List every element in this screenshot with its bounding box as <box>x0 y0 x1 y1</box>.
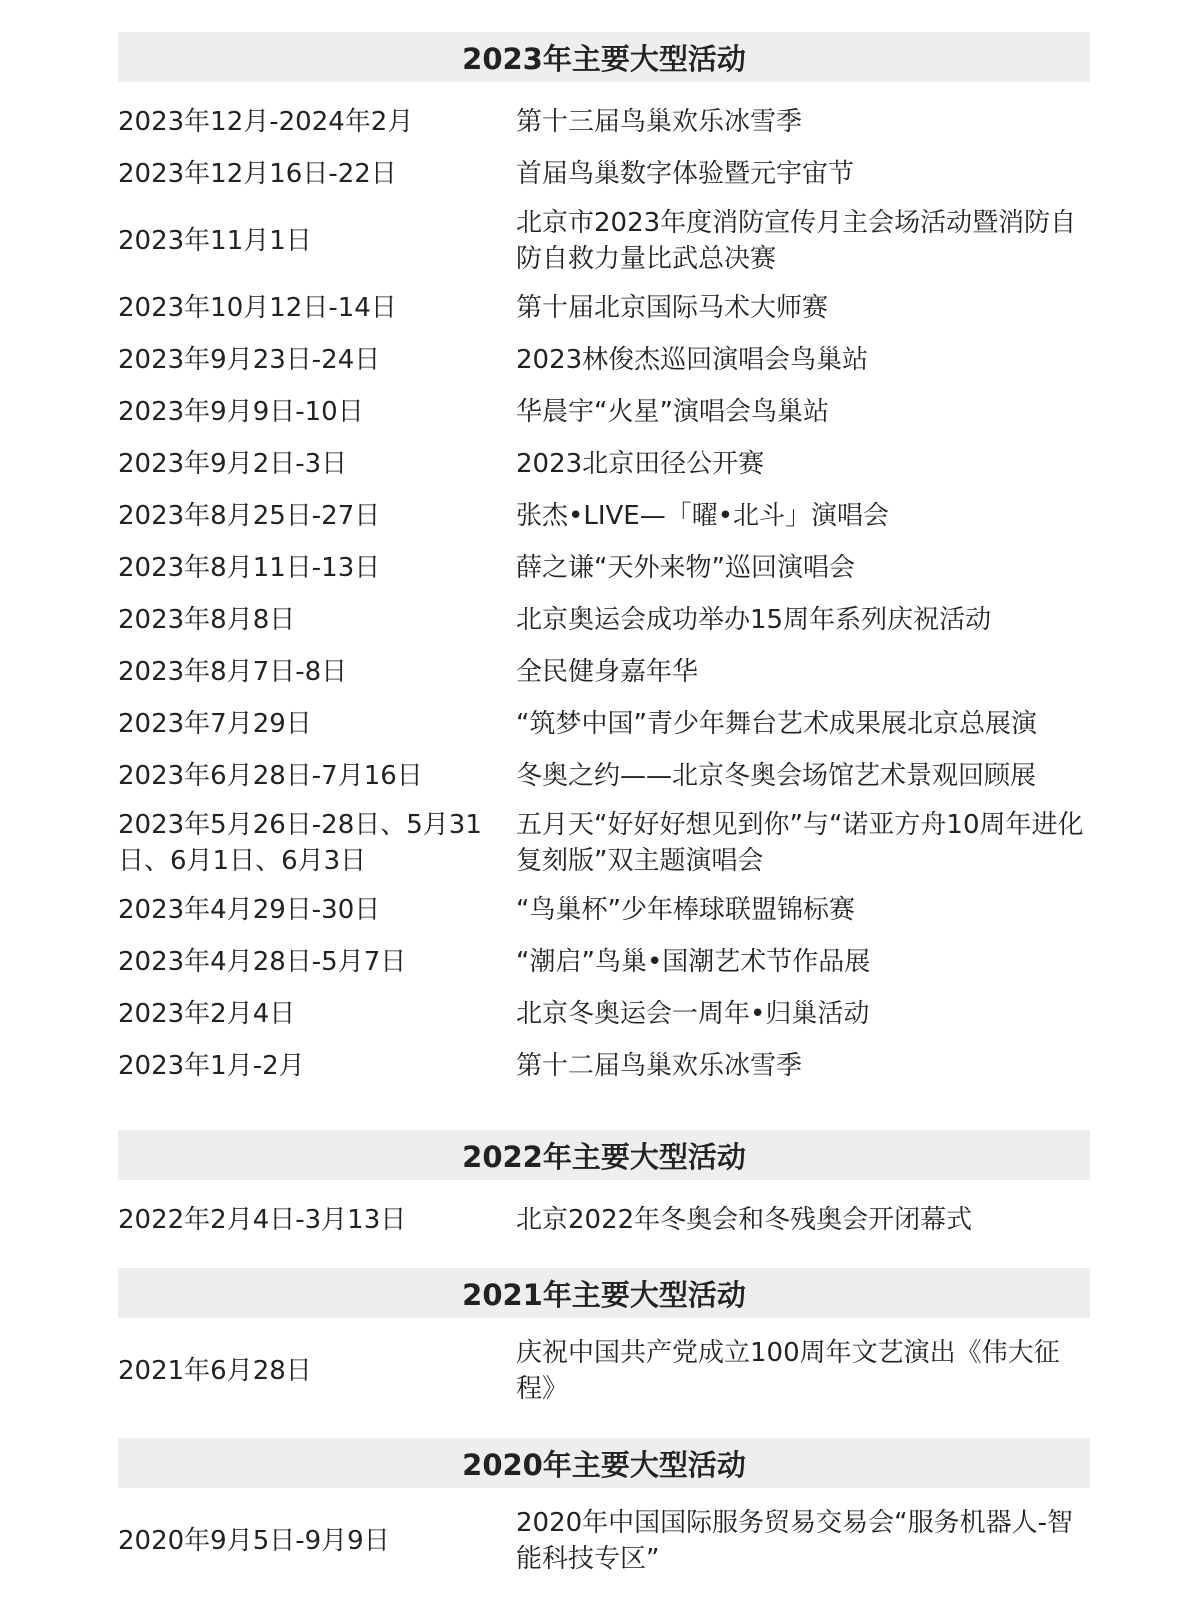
event-name: 第十二届鸟巢欢乐冰雪季 <box>516 1051 803 1081</box>
event-name: 五月天“好好好想见到你”与“诺亚方舟10周年进化复刻版”双主题演唱会 <box>516 810 1084 876</box>
table-row <box>118 698 1090 750</box>
event-date: 2023年6月28日-7月16日 <box>118 761 423 791</box>
event-date: 2023年8月25日-27日 <box>118 501 381 531</box>
section-header: 2020年主要大型活动 <box>118 1438 1090 1488</box>
section-2022 <box>118 1130 1090 1246</box>
event-date: 2023年4月29日-30日 <box>118 895 381 925</box>
section-header: 2021年主要大型活动 <box>118 1268 1090 1318</box>
event-name: “鸟巢杯”少年棒球联盟锦标赛 <box>516 895 855 925</box>
event-name: 冬奥之约——北京冬奥会场馆艺术景观回顾展 <box>516 761 1037 791</box>
table-row <box>118 936 1090 988</box>
event-name: 北京冬奥运会一周年•归巢活动 <box>516 999 870 1029</box>
event-name: 全民健身嘉年华 <box>516 657 699 687</box>
event-name: 北京市2023年度消防宣传月主会场活动暨消防自防自救力量比武总决赛 <box>516 208 1077 274</box>
event-name: 薛之谦“天外来物”巡回演唱会 <box>516 553 855 583</box>
event-name: 北京奥运会成功举办15周年系列庆祝活动 <box>516 605 992 635</box>
event-name: 第十三届鸟巢欢乐冰雪季 <box>516 107 803 137</box>
event-name: 第十届北京国际马术大师赛 <box>516 293 829 323</box>
event-date: 2023年12月16日-22日 <box>118 159 397 189</box>
event-name: 庆祝中国共产党成立100周年文艺演出《伟大征程》 <box>516 1338 1060 1404</box>
section-2021 <box>118 1268 1090 1414</box>
table-row <box>118 594 1090 646</box>
section-header: 2022年主要大型活动 <box>118 1130 1090 1180</box>
table-row <box>118 802 1090 884</box>
table-row <box>118 884 1090 936</box>
table-row <box>118 148 1090 200</box>
section-header: 2023年主要大型活动 <box>118 32 1090 82</box>
event-date: 2023年4月28日-5月7日 <box>118 947 407 977</box>
event-name: 华晨宇“火星”演唱会鸟巢站 <box>516 397 829 427</box>
table-row <box>118 200 1090 282</box>
table-row <box>118 96 1090 148</box>
event-date: 2023年1月-2月 <box>118 1051 305 1081</box>
event-name: “潮启”鸟巢•国潮艺术节作品展 <box>516 947 871 977</box>
table-row <box>118 1040 1090 1092</box>
table-row <box>118 988 1090 1040</box>
event-date: 2023年12月-2024年2月 <box>118 107 414 137</box>
table-row <box>118 750 1090 802</box>
event-name: 2023北京田径公开赛 <box>516 449 765 479</box>
table-row <box>118 1194 1090 1246</box>
table-row <box>118 1498 1090 1584</box>
event-date: 2023年10月12日-14日 <box>118 293 397 323</box>
event-date: 2020年9月5日-9月9日 <box>118 1526 390 1556</box>
event-date: 2023年9月23日-24日 <box>118 345 381 375</box>
table-row <box>118 646 1090 698</box>
event-name: 2023林俊杰巡回演唱会鸟巢站 <box>516 345 869 375</box>
section-2020 <box>118 1438 1090 1584</box>
event-date: 2023年9月2日-3日 <box>118 449 348 479</box>
table-row <box>118 282 1090 334</box>
event-name: 北京2022年冬奥会和冬残奥会开闭幕式 <box>516 1205 973 1235</box>
table-row <box>118 490 1090 542</box>
table-row <box>118 1328 1090 1414</box>
event-name: 张杰•LIVE—「曜•北斗」演唱会 <box>516 501 890 531</box>
event-date: 2023年5月26日-28日、5月31日、6月1日、6月3日 <box>118 810 482 876</box>
table-row <box>118 438 1090 490</box>
event-date: 2023年8月8日 <box>118 605 296 635</box>
event-date: 2023年8月11日-13日 <box>118 553 381 583</box>
event-date: 2023年11月1日 <box>118 226 312 256</box>
event-date: 2023年7月29日 <box>118 709 312 739</box>
event-name: “筑梦中国”青少年舞台艺术成果展北京总展演 <box>516 709 1037 739</box>
table-row <box>118 334 1090 386</box>
event-date: 2023年2月4日 <box>118 999 296 1029</box>
table-row <box>118 386 1090 438</box>
event-date: 2021年6月28日 <box>118 1356 312 1386</box>
event-date: 2023年8月7日-8日 <box>118 657 348 687</box>
event-date: 2023年9月9日-10日 <box>118 397 364 427</box>
section-2023 <box>118 32 1090 1092</box>
table-row <box>118 542 1090 594</box>
event-name: 首届鸟巢数字体验暨元宇宙节 <box>516 159 855 189</box>
event-date: 2022年2月4日-3月13日 <box>118 1205 407 1235</box>
event-name: 2020年中国国际服务贸易交易会“服务机器人-智能科技专区” <box>516 1508 1074 1574</box>
